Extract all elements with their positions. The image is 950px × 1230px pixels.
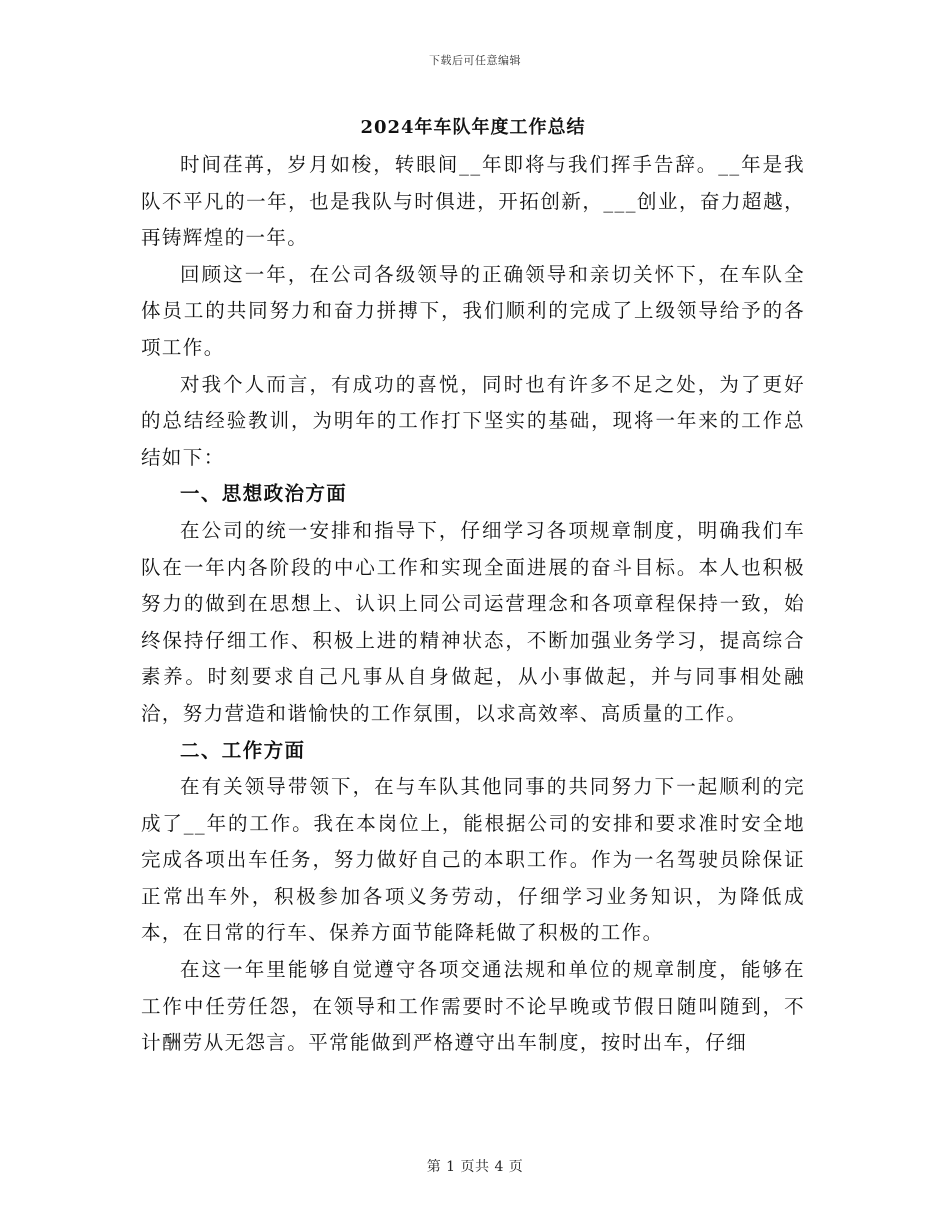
page-number: 第 1 页共 4 页 <box>426 1159 524 1175</box>
section-heading-work: 二、工作方面 <box>180 738 306 762</box>
summary-intro-paragraph: 对我个人而言，有成功的喜悦，同时也有许多不足之处，为了更好的总结经验教训，为明年的工作打下坚实的基础，现将一年来的工作总结如下： <box>141 372 805 469</box>
document-body <box>141 113 805 1062</box>
work-paragraph: 在有关领导带领下，在与车队其他同事的共同努力下一起顺利的完成了__年的工作。我在本岗位上，能根据公司的安排和要求准时安全地完成各项出车任务，努力做好自己的本职工作。作为一名驾驶员除保证正常出车外，积极参加各项义务劳动，仔细学习业务知识，为降低成本，在日常的行车、保养方面节能降耗做了积极的工作。 <box>141 775 805 945</box>
document-title: 2024年车队年度工作总结 <box>360 117 586 138</box>
section-heading-ideology: 一、思想政治方面 <box>180 482 348 506</box>
intro-paragraph: 时间荏苒，岁月如梭，转眼间__年即将与我们挥手告辞。__年是我队不平凡的一年，也是我队与时俱进，开拓创新，___创业，奋力超越，再铸辉煌的一年。 <box>141 153 805 250</box>
ideology-paragraph: 在公司的统一安排和指导下，仔细学习各项规章制度，明确我们车队在一年内各阶段的中心工作和实现全面进展的奋斗目标。本人也积极努力的做到在思想上、认识上同公司运营理念和各项章程保持一致，始终保持仔细工作、积极上进的精神状态，不断加强业务学习，提高综合素养。时刻要求自己凡事从自身做起，从小事做起，并与同事相处融洽，努力营造和谐愉快的工作氛围，以求高效率、高质量的工作。 <box>141 518 805 725</box>
review-paragraph: 回顾这一年，在公司各级领导的正确领导和亲切关怀下，在车队全体员工的共同努力和奋力拼搏下，我们顺利的完成了上级领导给予的各项工作。 <box>141 262 805 359</box>
discipline-paragraph: 在这一年里能够自觉遵守各项交通法规和单位的规章制度，能够在工作中任劳任怨，在领导和工作需要时不论早晚或节假日随叫随到，不计酬劳从无怨言。平常能做到严格遵守出车制度，按时出车，仔细 <box>141 958 805 1055</box>
header-note: 下载后可任意编辑 <box>429 54 521 67</box>
